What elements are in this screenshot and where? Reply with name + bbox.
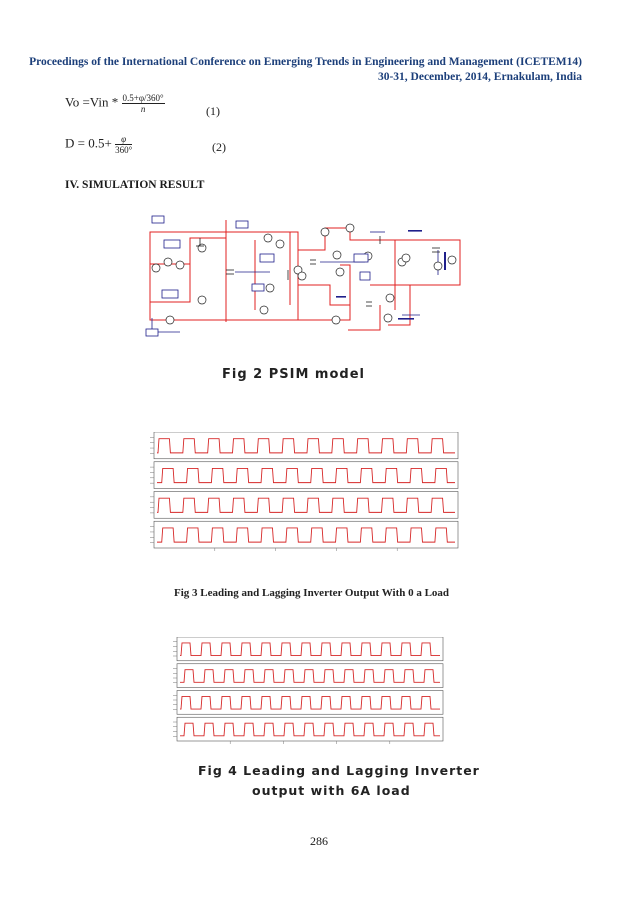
figure-4-caption-line1: Fig 4 Leading and Lagging Inverter bbox=[198, 763, 480, 778]
equation-2-lhs: D = 0.5+ bbox=[65, 135, 112, 151]
figure-4-caption-line2: output with 6A load bbox=[252, 783, 411, 798]
page-number: 286 bbox=[310, 834, 328, 848]
equation-2-fraction bbox=[115, 134, 132, 155]
figure-3-caption: Fig 3 Leading and Lagging Inverter Output With 0 a Load bbox=[174, 587, 450, 599]
equation-1 bbox=[65, 93, 165, 114]
fig3-waveform-plots bbox=[140, 432, 460, 556]
fig4-panel-frame bbox=[177, 691, 443, 715]
fig3-panel-frame bbox=[154, 521, 458, 548]
equation-2-number: (2) bbox=[212, 140, 226, 154]
section-title: IV. SIMULATION RESULT bbox=[65, 179, 205, 191]
equation-1-star: * bbox=[111, 94, 119, 110]
equation-2 bbox=[65, 134, 132, 155]
fig4-panel-frame bbox=[177, 637, 443, 661]
equation-2-numerator: φ bbox=[115, 134, 132, 145]
equation-2-denominator: 360° bbox=[115, 145, 133, 155]
equation-1-numerator: 0.5+φ/360° bbox=[122, 93, 164, 103]
fig3-panel-frame bbox=[154, 462, 458, 489]
figure-2-caption: Fig 2 PSIM model bbox=[222, 367, 365, 382]
equation-1-number: (1) bbox=[206, 104, 220, 118]
fig4-waveform-plots bbox=[163, 637, 445, 749]
equation-1-fraction bbox=[122, 93, 165, 114]
equation-1-lhs: Vo =Vin bbox=[65, 94, 112, 110]
psim-model-schematic bbox=[140, 210, 470, 345]
fig4-panel-frame bbox=[177, 717, 443, 741]
proceedings-header-line1: Proceedings of the International Conference on Emerging Trends in Engineering and Management (ICETEM14) bbox=[29, 56, 582, 68]
fig4-panel-frame bbox=[177, 664, 443, 688]
proceedings-header-line2: 30-31, December, 2014, Ernakulam, India bbox=[377, 71, 582, 83]
fig3-panel-frame bbox=[154, 492, 458, 519]
equation-1-denominator: n bbox=[140, 104, 146, 114]
fig3-panel-frame bbox=[154, 432, 458, 459]
